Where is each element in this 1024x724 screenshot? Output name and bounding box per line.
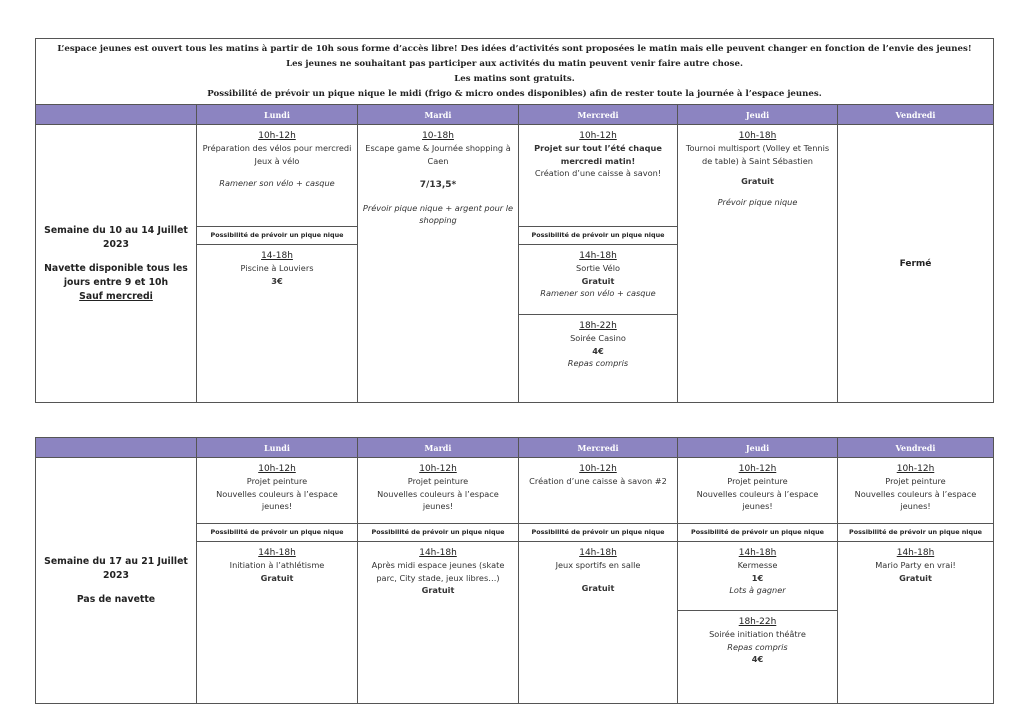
time-range: 14h-18h [419,548,457,558]
time-range: 18h-22h [738,617,777,627]
week2-mardi-morning [358,458,518,523]
week1-vendredi-cell [838,125,994,403]
price: Gratuit [581,582,615,593]
picnic-note: Possibilité de prévoir un pique nique [197,226,357,244]
activity-text: Tournoi multisport (Volley et Tennis de table) à Saint Sébastien [685,143,830,166]
header-mardi: Mardi [358,105,519,125]
week2-jeudi-morning [678,458,837,523]
header-lundi: Lundi [197,438,358,458]
activity-text: Nouvelles couleurs à l’espace jeunes! [216,488,338,512]
time-range: 10h-18h [738,131,777,141]
week2-mercredi-morning [519,458,677,523]
time-range: 14h-18h [896,548,935,558]
week2-vendredi-cell [838,458,994,704]
time-range: 14-18h [261,251,293,261]
header-lundi: Lundi [197,105,358,125]
week1-mercredi-morning [519,125,677,226]
price: Gratuit [421,585,455,596]
week1-shuttle: Navette disponible tous les jours entre 9 et 10h [44,262,188,288]
activity-text: Soirée initiation théâtre [709,629,806,640]
week2-shuttle: Pas de navette [76,593,156,605]
week2-mardi-afternoon [358,541,518,601]
header-empty [36,438,197,458]
week2-dates: Semaine du 17 au 21 Juillet 2023 [44,555,188,581]
activity-note: Prévoir pique nique [717,196,798,207]
header-vendredi: Vendredi [838,438,994,458]
activity-note: Ramener son vélo + casque [219,178,335,189]
closed-label: Fermé [899,258,932,269]
activity-text: Création d’une caisse à savon #2 [529,476,667,487]
price: 1€ [751,572,764,583]
week1-shuttle-exception: Sauf mercredi [79,290,153,302]
intro-text [36,39,994,105]
week1-jeudi-day [678,125,837,212]
intro-line-3: Les matins sont gratuits. [454,74,575,84]
week1-lundi-afternoon [197,244,357,291]
activity-text: Après midi espace jeunes (skate parc, City stade, jeux libres…) [371,560,505,583]
week2-label [36,458,197,704]
price: Gratuit [741,176,774,187]
day-header-row [36,105,994,125]
week1-jeudi-cell [678,125,838,403]
week2-lundi-afternoon [197,541,357,588]
picnic-note: Possibilité de prévoir un pique nique [678,523,837,541]
week1-lundi-morning [197,125,357,226]
activity-text: Projet peinture [246,476,308,487]
activity-text: Piscine à Louviers [240,263,314,274]
activity-text: Initiation à l’athlétisme [229,560,325,571]
activity-text: Jeux à vélo [254,155,300,166]
time-range: 14h-18h [258,548,296,558]
time-range: 10h-12h [419,464,457,474]
intro-line-1: L’espace jeunes est ouvert tous les matins à partir de 10h sous forme d’accès libre! Des idées d’activités sont proposées le matin mais elle peuvent changer en fonction de l’envie des jeunes! [57,44,972,54]
activity-text: Mario Party en vrai! [875,560,956,571]
week1-lundi-cell [197,125,358,403]
week2-jeudi-cell [678,458,838,704]
time-range: 10h-12h [738,464,777,474]
time-range: 10h-12h [258,131,296,141]
activity-highlight: Projet sur tout l’été chaque mercredi matin! [534,143,662,166]
header-mardi: Mardi [358,438,519,458]
intro-line-2: Les jeunes ne souhaitant pas participer aux activités du matin peuvent venir faire autre chose. [286,59,743,69]
week2-mardi-cell [358,458,519,704]
week2-jeudi-afternoon [678,541,837,610]
intro-line-4: Possibilité de prévoir un pique nique le midi (frigo & micro ondes disponibles) afin de rester toute la journée à l’espace jeunes. [207,89,822,99]
week1-mercredi-evening [519,314,677,374]
week1-mercredi-cell [519,125,678,403]
schedule-week2-table [35,437,994,704]
schedule-week1-table [35,38,994,403]
activity-text: Création d’une caisse à savon! [534,168,662,179]
time-range: 10-18h [422,131,454,141]
activity-note: Ramener son vélo + casque [540,288,656,299]
activity-text: Nouvelles couleurs à l’espace jeunes! [854,488,977,512]
picnic-note: Possibilité de prévoir un pique nique [519,523,677,541]
price: 4€ [751,654,764,665]
picnic-note: Possibilité de prévoir un pique nique [197,523,357,541]
activity-text: Nouvelles couleurs à l’espace jeunes! [696,488,819,512]
header-jeudi: Jeudi [678,105,838,125]
header-empty [36,105,197,125]
price: 7/13,5* [419,180,457,191]
time-range: 10h-12h [258,464,296,474]
activity-text: Préparation des vélos pour mercredi [202,143,352,154]
picnic-note: Possibilité de prévoir un pique nique [519,226,677,244]
header-mercredi: Mercredi [519,438,678,458]
time-range: 10h-12h [896,464,935,474]
activity-text: Kermesse [737,560,778,571]
time-range: 10h-12h [579,464,617,474]
activity-note: Repas compris [727,641,788,652]
week2-lundi-morning [197,458,357,523]
time-range: 18h-22h [579,321,617,331]
week1-label [36,125,197,403]
header-jeudi: Jeudi [678,438,838,458]
activity-text: Projet peinture [727,476,788,487]
week1-mardi-cell [358,125,519,403]
time-range: 14h-18h [579,548,617,558]
week1-mercredi-afternoon [519,244,677,314]
picnic-note: Possibilité de prévoir un pique nique [838,523,993,541]
picnic-note: Possibilité de prévoir un pique nique [358,523,518,541]
week2-jeudi-evening [678,610,837,670]
week2-vendredi-morning [838,458,993,523]
time-range: 14h-18h [738,548,777,558]
week2-mercredi-cell [519,458,678,704]
price: 4€ [592,345,604,356]
week1-dates: Semaine du 10 au 14 Juillet 2023 [44,224,188,250]
header-mercredi: Mercredi [519,105,678,125]
activity-text: Projet peinture [407,476,469,487]
day-header-row [36,438,994,458]
activity-note: Lots à gagner [729,585,786,596]
time-range: 14h-18h [579,251,617,261]
activity-text: Jeux sportifs en salle [555,560,641,571]
activity-text: Sortie Vélo [576,263,620,274]
activity-text: Escape game & Journée shopping à Caen [365,143,511,166]
activity-text: Nouvelles couleurs à l’espace jeunes! [377,488,499,512]
price: Gratuit [260,572,294,583]
activity-text: Projet peinture [885,476,946,487]
activity-note: Prévoir pique nique + argent pour le shopping [362,202,514,226]
price: 3€ [271,275,283,286]
time-range: 10h-12h [579,131,617,141]
price: Gratuit [899,572,932,583]
week2-lundi-cell [197,458,358,704]
price: Gratuit [581,275,615,286]
week2-vendredi-afternoon [838,541,993,588]
week2-mercredi-afternoon [519,541,677,598]
activity-note: Repas compris [567,358,629,369]
header-vendredi: Vendredi [838,105,994,125]
week1-mardi-day [358,125,518,230]
activity-text: Soirée Casino [570,333,626,344]
